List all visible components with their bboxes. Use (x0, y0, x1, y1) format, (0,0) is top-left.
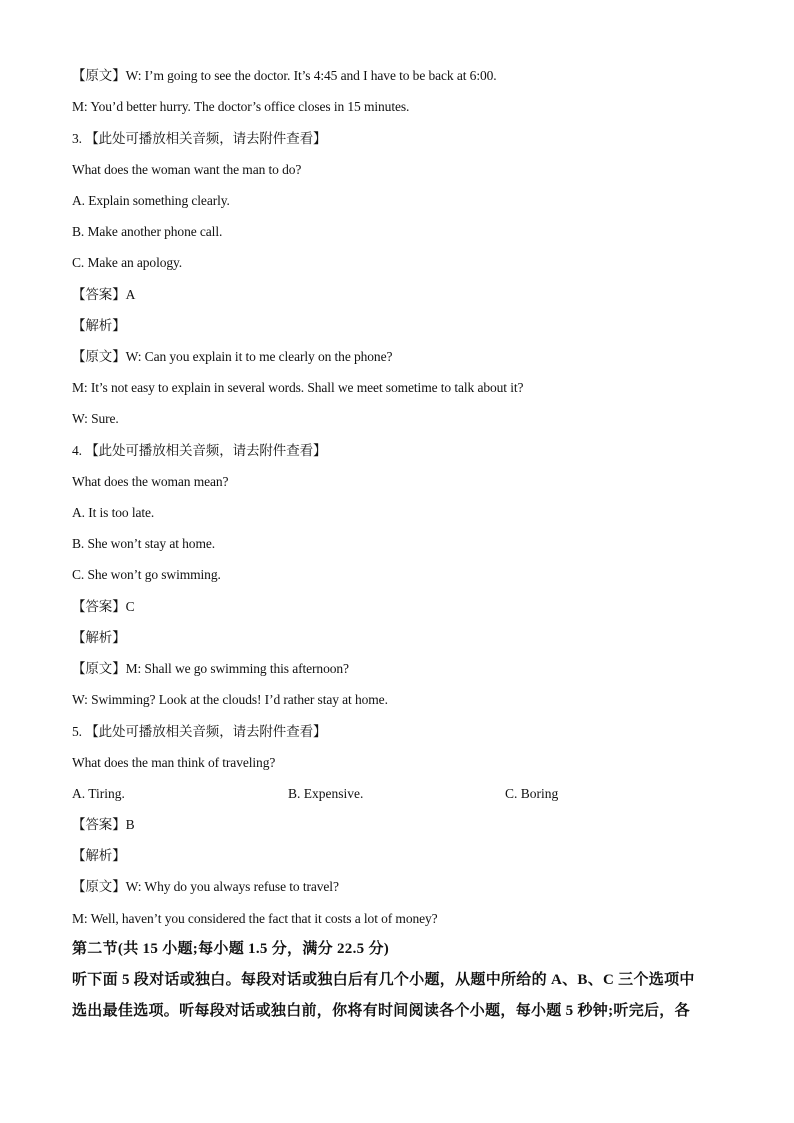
question-stem: What does the woman want the man to do? (72, 162, 302, 177)
transcript-line: 【原文】W: Can you explain it to me clearly on the phone? (72, 349, 393, 364)
transcript-line: W: Swimming? Look at the clouds! I’d rather stay at home. (72, 692, 388, 707)
analysis-label: 【解析】 (72, 848, 126, 863)
question-stem: What does the woman mean? (72, 474, 229, 489)
question-audio-note: 4. 【此处可播放相关音频，请去附件查看】 (72, 443, 327, 458)
option-a: A. Tiring. (72, 786, 125, 801)
section-instructions: 选出最佳选项。听每段对话或独白前，你将有时间阅读各个小题，每小题 5 秒钟;听完后，各 (72, 1003, 690, 1019)
transcript-line: M: You’d better hurry. The doctor’s office closes in 15 minutes. (72, 99, 410, 114)
answer-label: 【答案】C (72, 599, 135, 614)
transcript-line: M: Well, haven’t you considered the fact that it costs a lot of money? (72, 911, 438, 926)
analysis-label: 【解析】 (72, 318, 126, 333)
question-audio-note: 5. 【此处可播放相关音频，请去附件查看】 (72, 724, 327, 739)
question-audio-note: 3. 【此处可播放相关音频，请去附件查看】 (72, 131, 327, 146)
transcript-line: 【原文】W: I’m going to see the doctor. It’s 4:45 and I have to be back at 6:00. (72, 68, 497, 83)
option-b: B. She won’t stay at home. (72, 536, 216, 551)
analysis-label: 【解析】 (72, 630, 126, 645)
option-a: A. Explain something clearly. (72, 193, 230, 208)
section-instructions: 听下面 5 段对话或独白。每段对话或独白后有几个小题，从题中所给的 A、B、C 三个选项中 (72, 972, 695, 988)
option-c: C. She won’t go swimming. (72, 567, 221, 582)
answer-label: 【答案】B (72, 817, 135, 832)
option-b: B. Make another phone call. (72, 224, 223, 239)
transcript-line: 【原文】W: Why do you always refuse to travel? (72, 879, 339, 894)
section-heading: 第二节(共 15 小题;每小题 1.5 分，满分 22.5 分) (72, 941, 390, 957)
transcript-line: W: Sure. (72, 411, 119, 426)
transcript-line: 【原文】M: Shall we go swimming this afternoon? (72, 661, 349, 676)
option-c: C. Make an apology. (72, 255, 183, 270)
question-stem: What does the man think of traveling? (72, 755, 276, 770)
answer-label: 【答案】A (72, 287, 136, 302)
option-b: B. Expensive. (288, 786, 364, 801)
option-c: C. Boring (505, 786, 559, 801)
transcript-line: M: It’s not easy to explain in several words. Shall we meet sometime to talk about it? (72, 380, 524, 395)
option-a: A. It is too late. (72, 505, 155, 520)
